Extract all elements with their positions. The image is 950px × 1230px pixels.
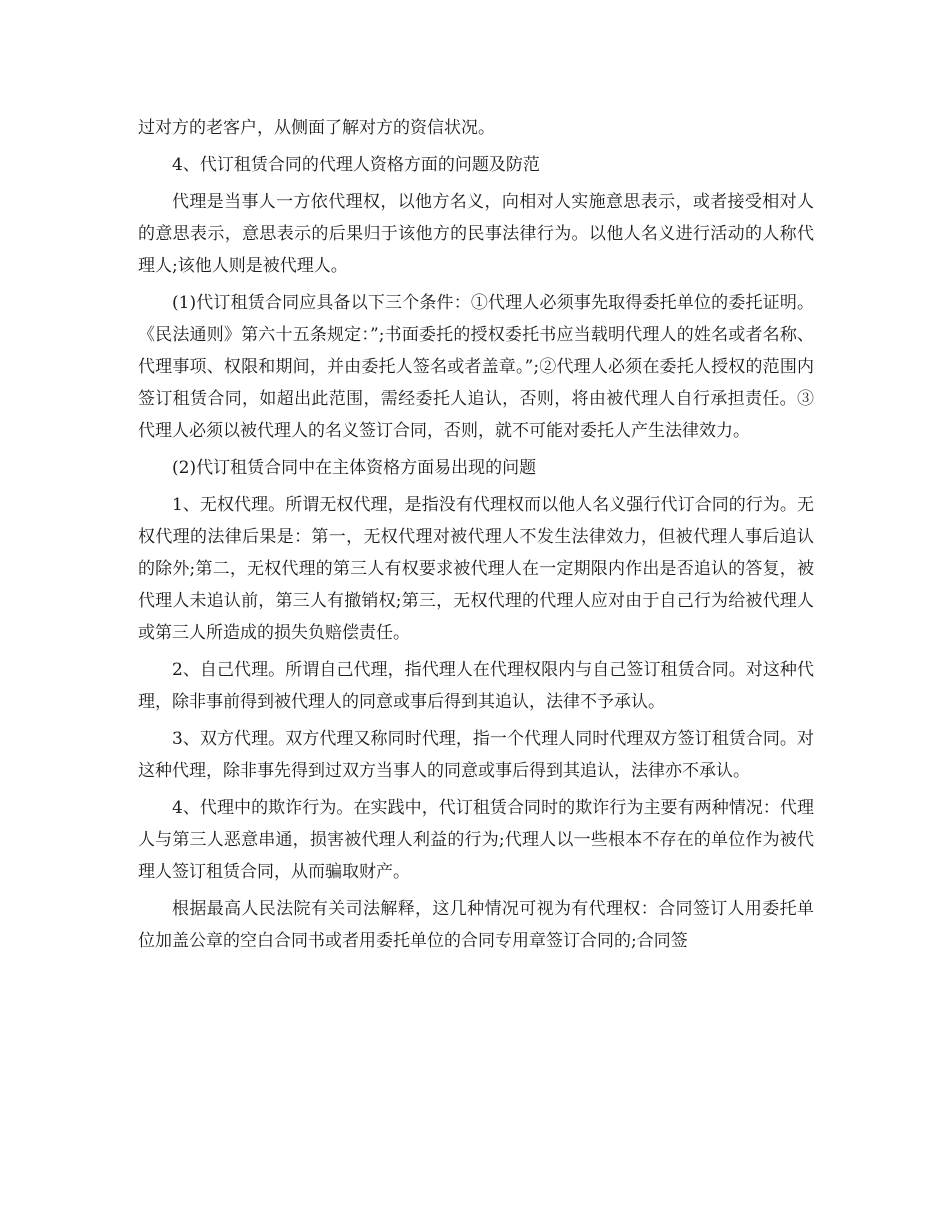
paragraph: 4、代理中的欺诈行为。在实践中，代订租赁合同时的欺诈行为主要有两种情况：代理人与第三人恶意串通，损害被代理人利益的行为;代理人以一些根本不存在的单位作为被代理人签订租赁合同，从而骗取财产。 xyxy=(138,798,814,882)
document-body xyxy=(138,112,814,962)
paragraph: (1)代订租赁合同应具备以下三个条件：①代理人必须事先取得委托单位的委托证明。《民法通则》第六十五条规定：”;书面委托的授权委托书应当载明代理人的姓名或者名称、代理事项、权限和期间，并由委托人签名或者盖章。”;②代理人必须在委托人授权的范围内签订租赁合同，如超出此范围，需经委托人追认，否则，将由被代理人自行承担责任。③代理人必须以被代理人的名义签订合同，否则，就不可能对委托人产生法律效力。 xyxy=(138,293,814,441)
paragraph: 代理是当事人一方依代理权，以他方名义，向相对人实施意思表示，或者接受相对人的意思表示，意思表示的后果归于该他方的民事法律行为。以他人名义进行活动的人称代理人;该他人则是被代理人。 xyxy=(138,192,814,276)
paragraph: 根据最高人民法院有关司法解释，这几种情况可视为有代理权：合同签订人用委托单位加盖公章的空白合同书或者用委托单位的合同专用章签订合同的;合同签 xyxy=(138,899,814,951)
paragraph: 2、自己代理。所谓自己代理，指代理人在代理权限内与自己签订租赁合同。对这种代理，除非事前得到被代理人的同意或事后得到其追认，法律不予承认。 xyxy=(138,660,814,712)
paragraph: 3、双方代理。双方代理又称同时代理，指一个代理人同时代理双方签订租赁合同。对这种代理，除非事先得到过双方当事人的同意或事后得到其追认，法律亦不承认。 xyxy=(138,729,814,781)
paragraph: 1、无权代理。所谓无权代理，是指没有代理权而以他人名义强行代订合同的行为。无权代理的法律后果是：第一，无权代理对被代理人不发生法律效力，但被代理人事后追认的除外;第二，无权代理的第三人有权要求被代理人在一定期限内作出是否追认的答复，被代理人未追认前，第三人有撤销权;第三，无权代理的代理人应对由于自己行为给被代理人或第三人所造成的损失负赔偿责任。 xyxy=(138,495,814,643)
subsection-heading: (2)代订租赁合同中在主体资格方面易出现的问题 xyxy=(172,458,537,478)
section-heading: 4、代订租赁合同的代理人资格方面的问题及防范 xyxy=(172,155,540,175)
paragraph: 过对方的老客户，从侧面了解对方的资信状况。 xyxy=(138,118,495,138)
